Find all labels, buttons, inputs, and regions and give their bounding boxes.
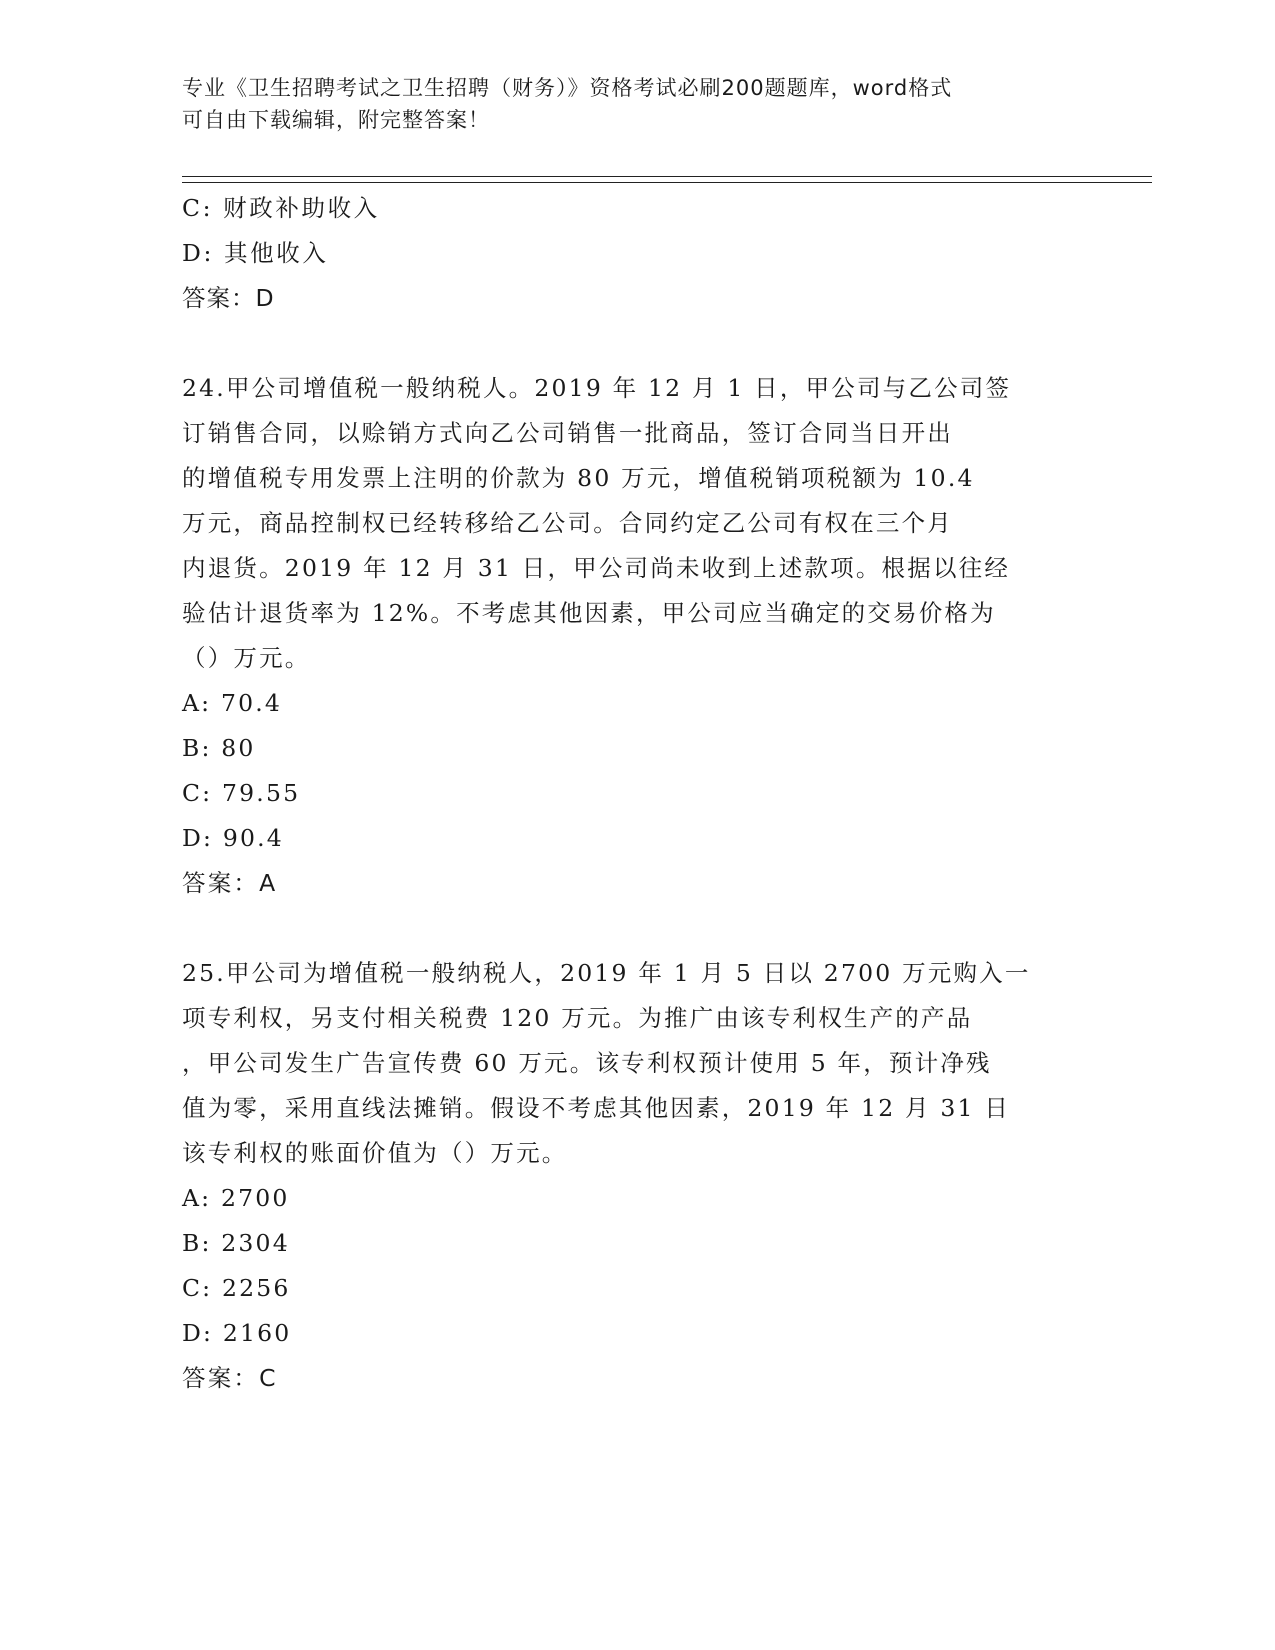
option-a: A: 2700 [182,1184,290,1212]
question-text-line: 内退货。2019 年 12 月 31 日，甲公司尚未收到上述款项。根据以往经 [182,554,1011,582]
question-text-line: 24.甲公司增值税一般纳税人。2019 年 12 月 1 日，甲公司与乙公司签 [182,374,1012,402]
header-rule-top [182,176,1152,177]
question-text-line: 订销售合同，以赊销方式向乙公司销售一批商品，签订合同当日开出 [182,419,953,447]
question-text-line: 万元，商品控制权已经转移给乙公司。合同约定乙公司有权在三个月 [182,509,953,537]
question-text-line: ，甲公司发生广告宣传费 60 万元。该专利权预计使用 5 年，预计净残 [182,1049,992,1077]
header-line-2: 可自由下载编辑，附完整答案！ [182,108,490,132]
option-a: A: 70.4 [182,689,283,717]
answer: 答案：A [182,869,278,897]
page-header [182,72,1062,136]
option-d: D: 其他收入 [182,239,329,267]
question-text-line: 该专利权的账面价值为（）万元。 [182,1139,568,1167]
previous-question-tail [182,186,1082,321]
question-text-line: 25.甲公司为增值税一般纳税人，2019 年 1 月 5 日以 2700 万元购入一 [182,959,1031,987]
question-24 [182,366,1082,906]
question-text-line: 项专利权，另支付相关税费 120 万元。为推广由该专利权生产的产品 [182,1004,973,1032]
spacer [182,906,1082,951]
question-text-line: 的增值税专用发票上注明的价款为 80 万元，增值税销项税额为 10.4 [182,464,975,492]
question-text-line: （）万元。 [182,644,311,672]
option-c: C: 2256 [182,1274,291,1302]
option-c: C: 财政补助收入 [182,194,380,222]
option-b: B: 2304 [182,1229,290,1257]
option-d: D: 90.4 [182,824,284,852]
header-rule-bottom [182,182,1152,183]
question-25 [182,951,1082,1401]
question-text-line: 值为零，采用直线法摊销。假设不考虑其他因素，2019 年 12 月 31 日 [182,1094,1011,1122]
spacer [182,321,1082,366]
answer: 答案：D [182,284,275,312]
option-c: C: 79.55 [182,779,301,807]
question-content [182,186,1082,1401]
header-line-1: 专业《卫生招聘考试之卫生招聘（财务）》资格考试必刷200题题库，word格式 [182,76,953,100]
option-d: D: 2160 [182,1319,292,1347]
answer: 答案：C [182,1364,278,1392]
option-b: B: 80 [182,734,256,762]
question-text-line: 验估计退货率为 12%。不考虑其他因素，甲公司应当确定的交易价格为 [182,599,996,627]
